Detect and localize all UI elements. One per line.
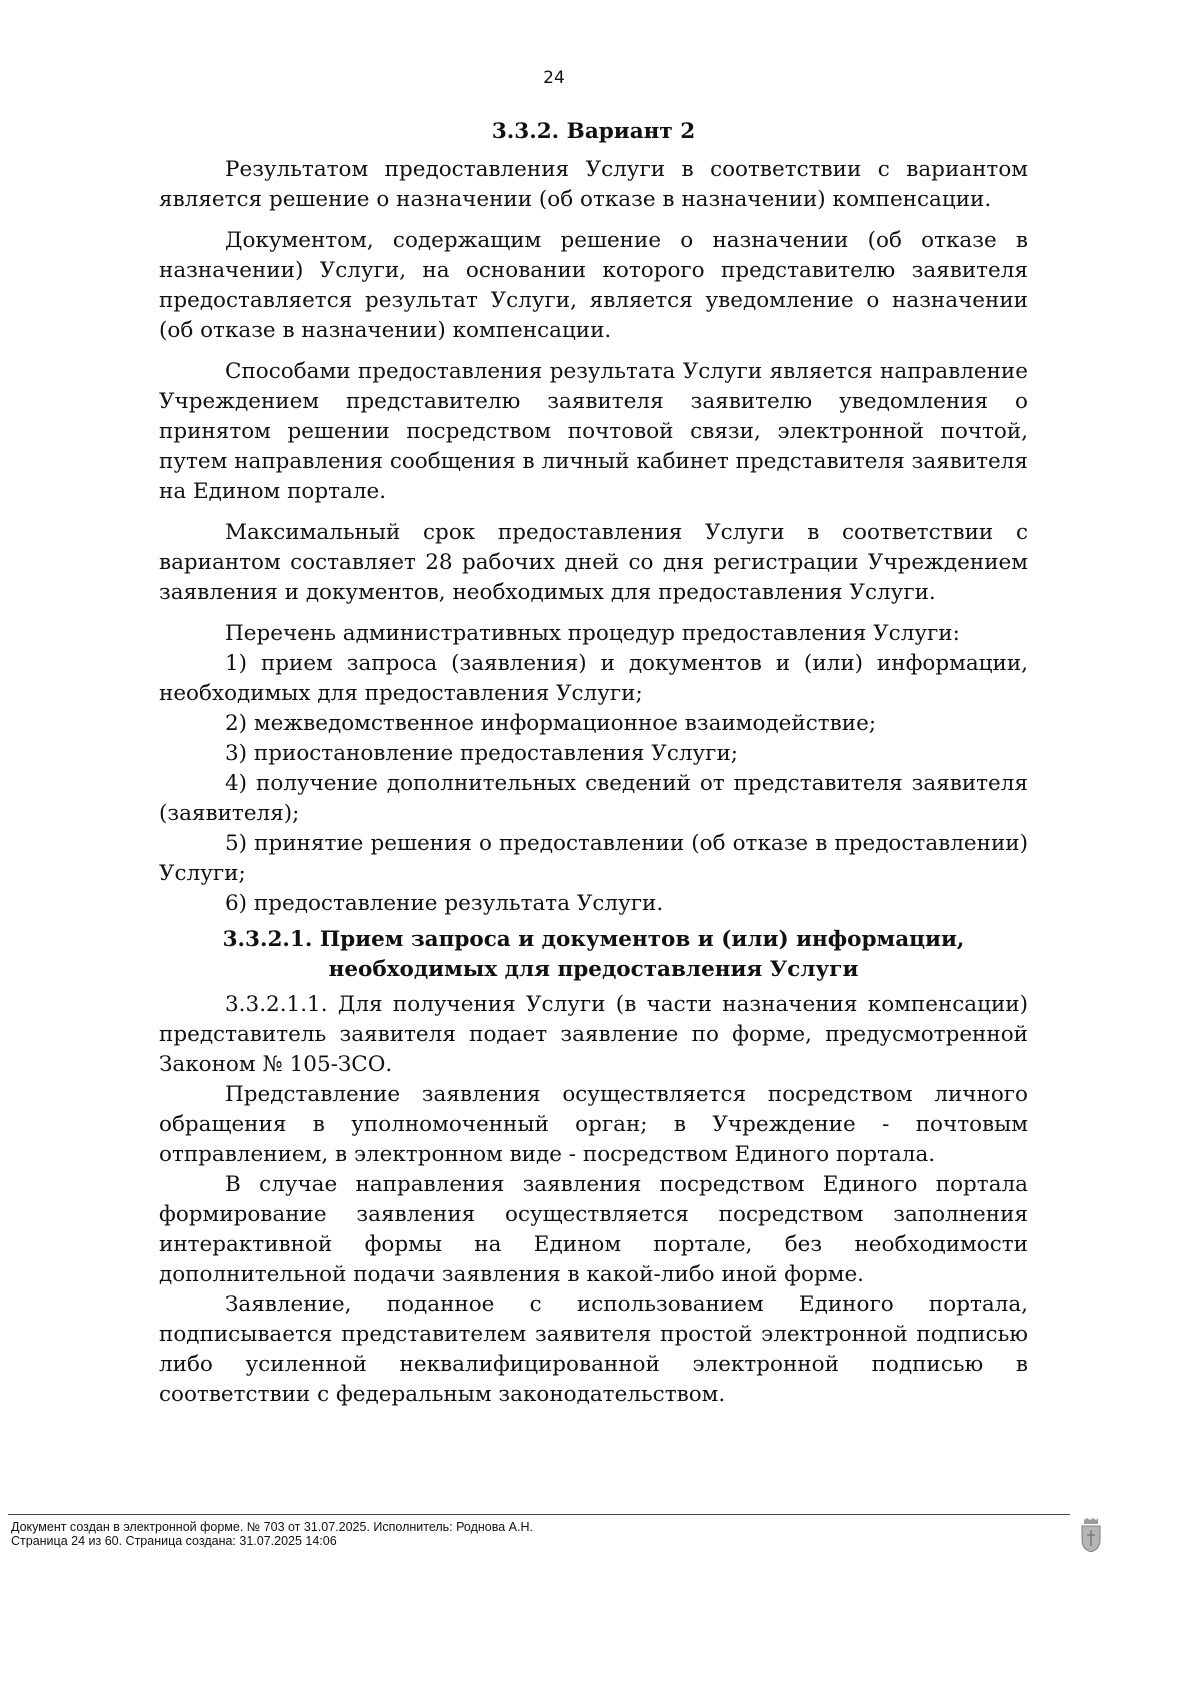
list-item: 6) предоставление результата Услуги. — [225, 891, 664, 916]
paragraph: Заявление, поданное с использованием Единого портала, подписывается представителем заявителя простой электронной подписью либо усиленной неквалифицированной электронной подписью в соответствии с федеральным законодательством. — [159, 1292, 1028, 1407]
list-item: 3) приостановление предоставления Услуги; — [225, 741, 739, 766]
document-body — [159, 117, 1028, 1410]
footer — [11, 1520, 533, 1548]
list-item: 4) получение дополнительных сведений от представителя заявителя (заявителя); — [159, 771, 1028, 826]
paragraph: В случае направления заявления посредством Единого портала формирование заявления осуществляется посредством заполнения интерактивной формы на Едином портале, без необходимости дополнительной подачи заявления в какой-либо иной форме. — [159, 1172, 1028, 1287]
paragraph: Документом, содержащим решение о назначении (об отказе в назначении) Услуги, на основании которого представителю заявителя предоставляется результат Услуги, является уведомление о назначении (об отказе в назначении) компенсации. — [159, 228, 1028, 343]
paragraph: Представление заявления осуществляется посредством личного обращения в уполномоченный орган; в Учреждение - почтовым отправлением, в электронном виде - посредством Единого портала. — [159, 1082, 1028, 1167]
footer-divider — [8, 1514, 1070, 1515]
procedures-intro: Перечень административных процедур предоставления Услуги: — [225, 621, 960, 646]
coat-of-arms-icon — [1080, 1518, 1102, 1552]
list-item: 2) межведомственное информационное взаимодействие; — [225, 711, 877, 736]
page-number: 24 — [543, 68, 565, 88]
list-item: 5) принятие решения о предоставлении (об отказе в предоставлении) Услуги; — [159, 831, 1028, 886]
section-title: 3.3.2. Вариант 2 — [491, 119, 696, 144]
footer-line-2: Страница 24 из 60. Страница создана: 31.07.2025 14:06 — [11, 1534, 337, 1548]
paragraph: Способами предоставления результата Услуги является направление Учреждением представителю заявителя заявителю уведомления о принятом решении посредством почтовой связи, электронной почтой, путем направления сообщения в личный кабинет представителя заявителя на Едином портале. — [159, 359, 1028, 504]
footer-line-1: Документ создан в электронной форме. № 703 от 31.07.2025. Исполнитель: Роднова А.Н. — [11, 1520, 533, 1534]
paragraph: 3.3.2.1.1. Для получения Услуги (в части назначения компенсации) представитель заявителя подает заявление по форме, предусмотренной Законом № 105-ЗСО. — [159, 992, 1028, 1077]
subsection-title: 3.3.2.1. Прием запроса и документов и (или) информации, необходимых для предоставления Услуги — [222, 927, 965, 982]
paragraph: Результатом предоставления Услуги в соответствии с вариантом является решение о назначении (об отказе в назначении) компенсации. — [159, 157, 1028, 212]
list-item: 1) прием запроса (заявления) и документов и (или) информации, необходимых для предоставления Услуги; — [159, 651, 1028, 706]
paragraph: Максимальный срок предоставления Услуги в соответствии с вариантом составляет 28 рабочих дней со дня регистрации Учреждением заявления и документов, необходимых для предоставления Услуги. — [159, 520, 1028, 605]
